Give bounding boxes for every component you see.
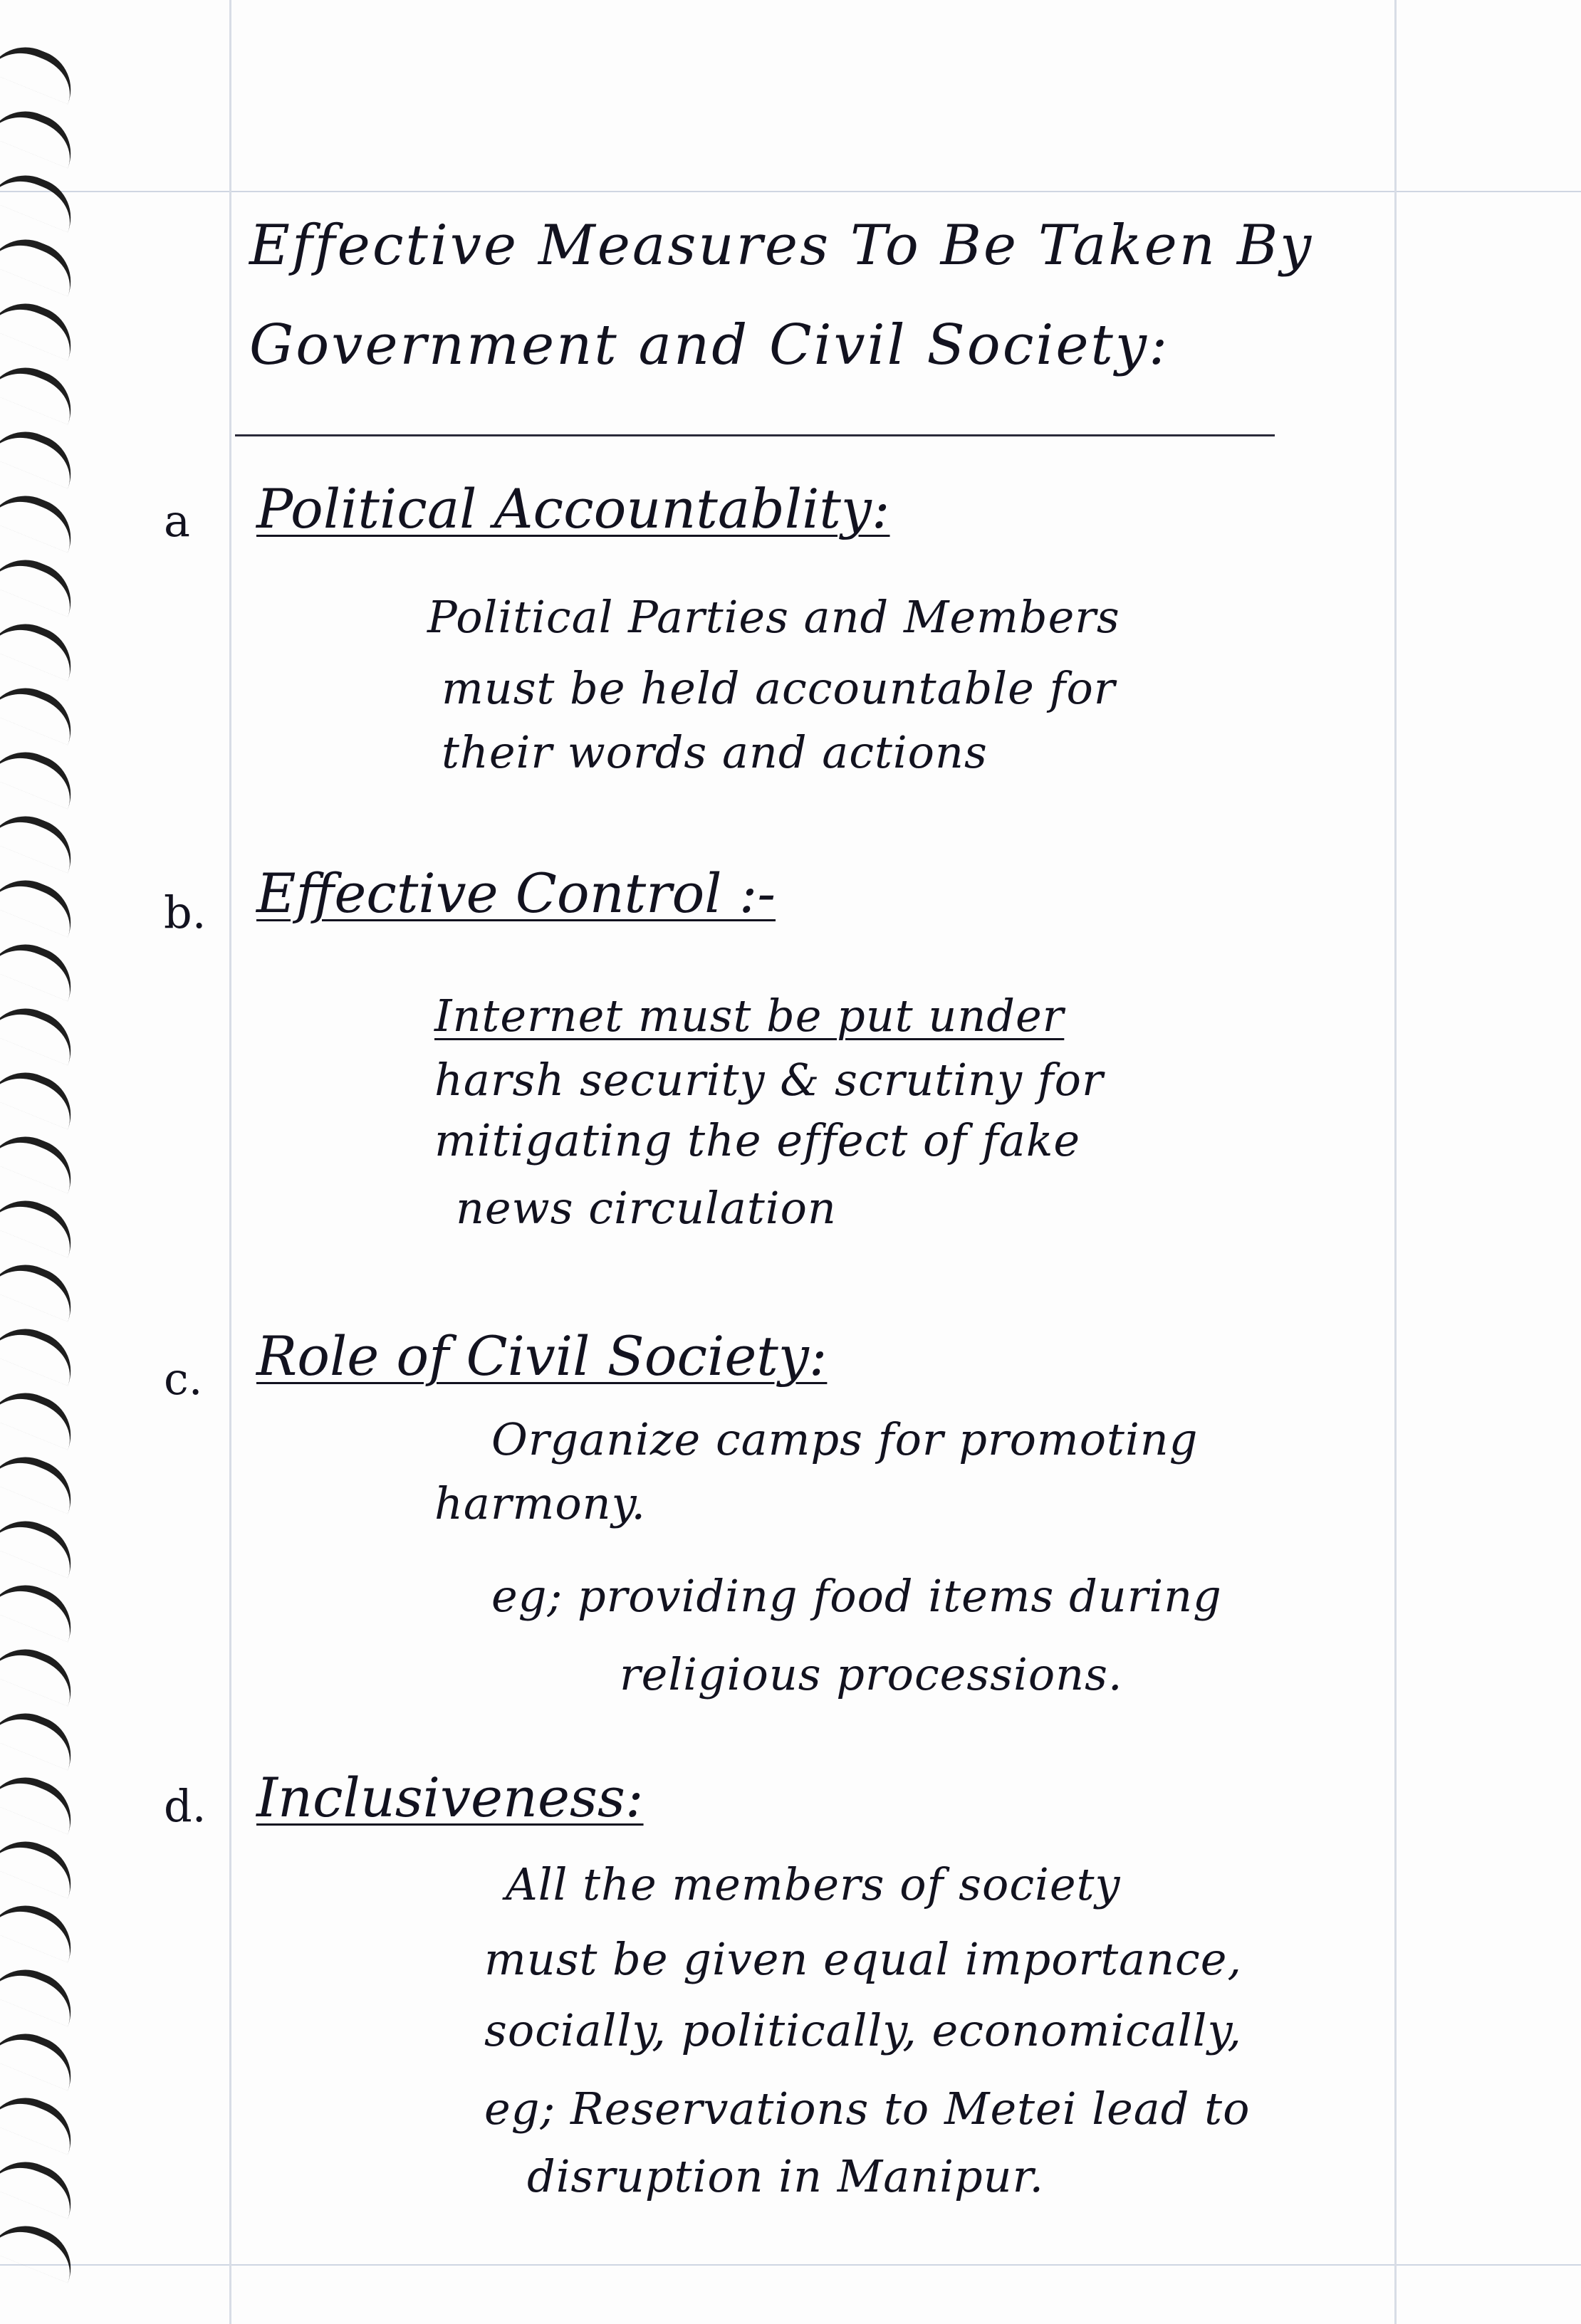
section-d-line-3: socially, politically, economically,	[484, 2004, 1242, 2056]
section-a-line-2: must be held accountable for	[442, 662, 1116, 714]
section-d-line-5: disruption in Manipur.	[527, 2150, 1045, 2202]
section-b-line-2: harsh security & scrutiny for	[434, 1054, 1104, 1106]
section-a-marker: a	[164, 495, 190, 547]
section-d-line-1: All the members of society	[506, 1858, 1121, 1910]
section-b-line-4: news circulation	[456, 1182, 837, 1234]
section-d-marker: d.	[164, 1780, 207, 1832]
section-c-line-4: religious processions.	[620, 1648, 1123, 1700]
section-b-marker: b.	[164, 886, 207, 938]
section-b-line-3: mitigating the effect of fake	[434, 1114, 1081, 1166]
section-d-heading: Inclusiveness:	[256, 1766, 644, 1829]
spiral-binding	[0, 0, 100, 2324]
section-c-line-1: Organize camps for promoting	[491, 1413, 1199, 1465]
title-line-2: Government and Civil Society:	[249, 313, 1170, 377]
section-a-heading: Political Accountablity:	[256, 477, 890, 540]
section-d-line-4: eg; Reservations to Metei lead to	[484, 2083, 1251, 2135]
margin-line	[1394, 0, 1397, 2324]
section-a-line-3: their words and actions	[442, 726, 988, 778]
ruled-line	[0, 191, 1581, 192]
title-underline	[235, 434, 1275, 436]
section-c-heading: Role of Civil Society:	[256, 1324, 828, 1388]
section-b-heading: Effective Control :-	[256, 862, 776, 925]
section-c-marker: c.	[164, 1353, 203, 1405]
title-line-1: Effective Measures To Be Taken By	[249, 214, 1314, 278]
section-d-line-2: must be given equal importance,	[484, 1933, 1243, 1985]
section-c-line-2: harmony.	[434, 1477, 647, 1529]
section-a-line-1: Political Parties and Members	[427, 591, 1120, 643]
section-b-line-1: Internet must be put under	[434, 990, 1065, 1042]
margin-line	[229, 0, 231, 2324]
ruled-line	[0, 2264, 1581, 2266]
section-c-line-3: eg; providing food items during	[491, 1570, 1222, 1622]
